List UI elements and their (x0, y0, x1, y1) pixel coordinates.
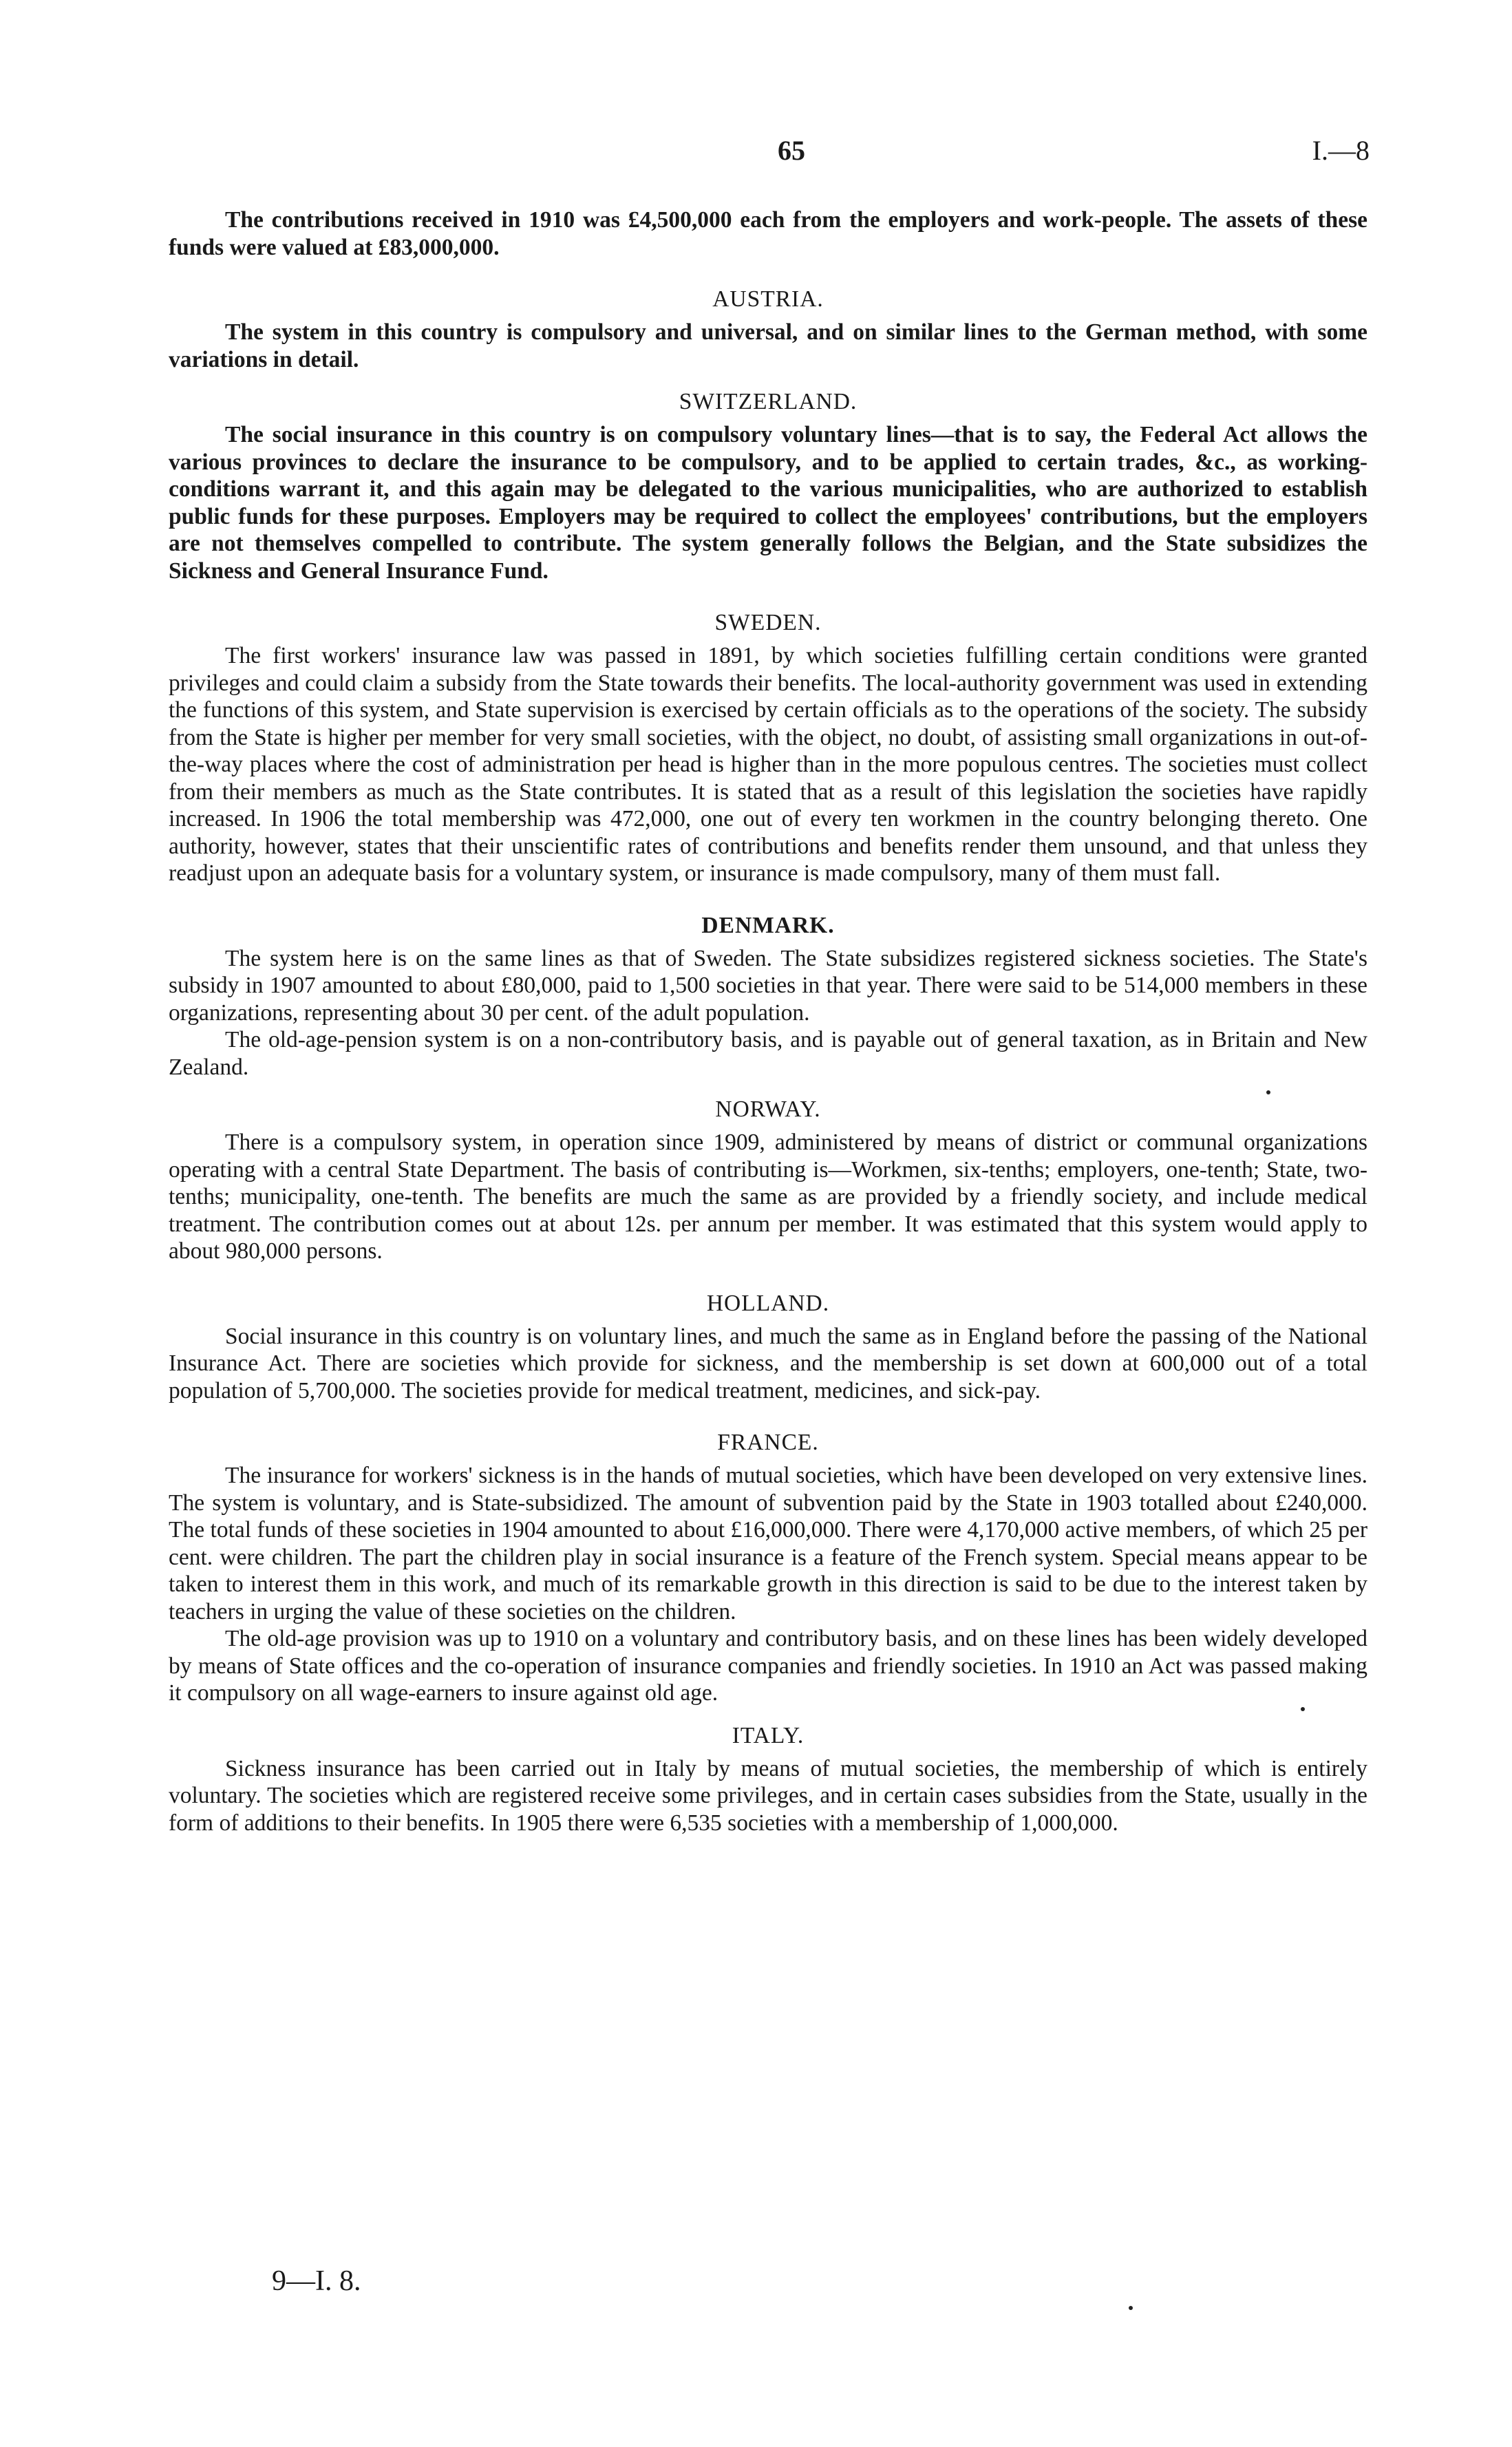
heading-switzerland: SWITZERLAND. (679, 389, 858, 414)
heading-norway: NORWAY. (715, 1097, 821, 1122)
speck-mark (1266, 1090, 1270, 1094)
holland-paragraph: Social insurance in this country is on voluntary lines, and much the same as in England before the passing of the National Insurance Act. There are societies which provide for sickness, and the membership is set down at 600,000 out of a total population of 5,700,000. The societies provide for medical treatment, medicines, and sick-pay. (169, 1323, 1367, 1403)
paper-reference: I.—8 (1312, 135, 1370, 166)
speck-mark (1301, 1707, 1305, 1711)
heading-sweden: SWEDEN. (714, 610, 822, 635)
italy-paragraph: Sickness insurance has been carried out in Italy by means of mutual societies, the membership of which is entirely voluntary. The societies which are registered receive some privileges, and in certain cases subsidies from the State, usually in the form of additions to their benefits. In 1905 there were 6,535 societies with a membership of 1,000,000. (169, 1755, 1367, 1836)
speck-mark (1129, 2306, 1133, 2310)
norway-paragraph: There is a compulsory system, in operation since 1909, administered by means of district or communal organizations operating with a central State Department. The basis of contributing is—Workmen, six-tenths; employers, one-tenth; State, two-tenths; municipality, one-tenth. The benefits are much the same as are provided by a friendly society, and include medical treatment. The contribution comes out at about 12s. per annum per member. It was estimated that this system would apply to about 980,000 persons. (169, 1130, 1367, 1264)
france-paragraph-1: The insurance for workers' sickness is in the hands of mutual societies, which have been developed on very extensive lines. The system is voluntary, and is State-subsidized. The amount of subvention paid by the State in 1903 totalled about £240,000. The total funds of these societies in 1904 amounted to about £16,000,000. There were 4,170,000 active members, of which 25 per cent. were children. The part the children play in social insurance is a feature of the French system. Special means appear to be taken to interest them in this work, and much of its remarkable growth in this direction is said to be due to the interest taken by teachers in urging the value of these societies on the children. (169, 1463, 1367, 1624)
text-column (169, 206, 1367, 1836)
heading-italy: ITALY. (732, 1722, 805, 1748)
denmark-paragraph-1: The system here is on the same lines as that of Sweden. The State subsidizes registered sickness societies. The State's subsidy in 1907 amounted to about £80,000, paid to 1,500 societies in that year. There were said to be 514,000 members in these organizations, representing about 30 per cent. of the adult population. (169, 945, 1367, 1026)
intro-paragraph: The contributions received in 1910 was £4,500,000 each from the employers and work-people. The assets of these funds were valued at £83,000,000. (169, 207, 1367, 260)
switzerland-paragraph: The social insurance in this country is on compulsory voluntary lines—that is to say, the Federal Act allows the various provinces to declare the insurance to be compulsory, and to be applied to certain trades, &c., as working-conditions warrant it, and this again may be delegated to the various municipalities, who are authorized to establish public funds for these purposes. Employers may be required to collect the employees' contributions, but the employers are not themselves compelled to contribute. The system generally follows the Belgian, and the State subsidizes the Sickness and General Insurance Fund. (169, 422, 1367, 584)
signature-mark: 9—I. 8. (272, 2265, 361, 2297)
france-paragraph-2: The old-age provision was up to 1910 on a voluntary and contributory basis, and on these lines has been widely developed by means of State offices and the co-operation of insurance companies and friendly societies. In 1910 an Act was passed making it compulsory on all wage-earners to insure against old age. (169, 1626, 1367, 1706)
heading-austria: AUSTRIA. (712, 286, 824, 312)
sweden-paragraph: The first workers' insurance law was passed in 1891, by which societies fulfilling certain conditions were granted privileges and could claim a subsidy from the State towards their benefits. The local-authority government was used in extending the functions of this system, and State supervision is exercised by certain officials as to the operations of the society. The subsidy from the State is higher per member for very small societies, with the object, no doubt, of assisting small organizations in out-of-the-way places where the cost of administration per head is higher than in the more populous centres. The societies must collect from their members as much as the State contributes. It is stated that as a result of this legislation the societies have rapidly increased. In 1906 the total membership was 472,000, one out of every ten workmen in the country belonging thereto. One authority, however, states that their unscientific rates of contributions and benefits render them unsound, and that unless they readjust upon an adequate basis for a voluntary system, or insurance is made compulsory, many of them must fall. (169, 643, 1367, 886)
heading-denmark: DENMARK. (701, 912, 835, 938)
denmark-paragraph-2: The old-age-pension system is on a non-contributory basis, and is payable out of general taxation, as in Britain and New Zealand. (169, 1027, 1367, 1080)
austria-paragraph: The system in this country is compulsory and universal, and on similar lines to the German method, with some variations in detail. (169, 319, 1367, 372)
heading-holland: HOLLAND. (706, 1290, 830, 1316)
page-number: 65 (778, 135, 805, 166)
heading-france: FRANCE. (717, 1430, 819, 1455)
